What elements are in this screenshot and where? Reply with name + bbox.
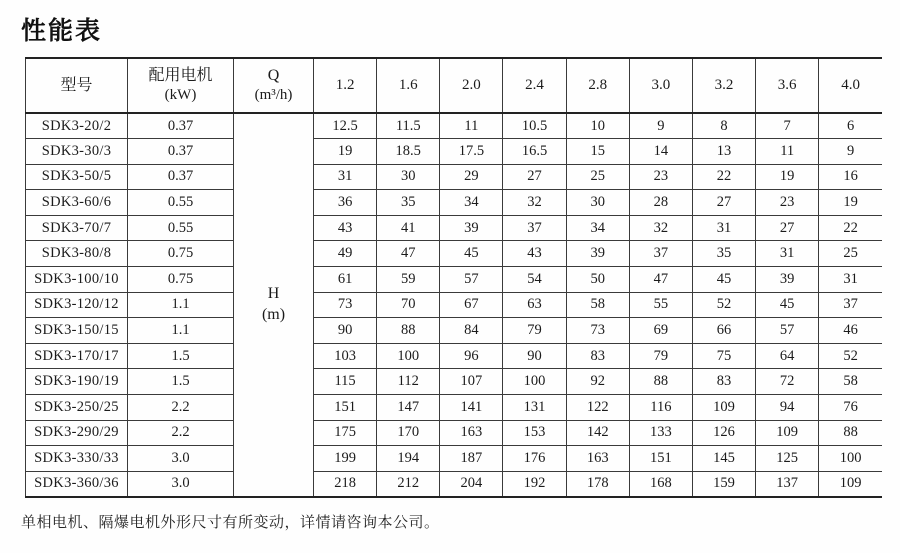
kw-cell: 0.37 bbox=[128, 113, 234, 139]
performance-table-wrap bbox=[25, 57, 882, 498]
head-value-cell: 34 bbox=[440, 190, 503, 216]
head-value-cell: 103 bbox=[314, 343, 377, 369]
head-value-cell: 112 bbox=[377, 369, 440, 395]
head-value-cell: 115 bbox=[314, 369, 377, 395]
model-cell: SDK3-190/19 bbox=[26, 369, 128, 395]
model-cell: SDK3-170/17 bbox=[26, 343, 128, 369]
head-value-cell: 88 bbox=[377, 318, 440, 344]
model-cell: SDK3-70/7 bbox=[26, 215, 128, 241]
col-header-flow-label: Q bbox=[267, 67, 280, 85]
head-value-cell: 39 bbox=[440, 215, 503, 241]
head-value-cell: 9 bbox=[819, 139, 882, 165]
head-value-cell: 35 bbox=[692, 241, 755, 267]
head-value-cell: 145 bbox=[692, 446, 755, 472]
head-value-cell: 34 bbox=[566, 215, 629, 241]
head-value-cell: 69 bbox=[629, 318, 692, 344]
table-row bbox=[26, 267, 883, 293]
head-value-cell: 116 bbox=[629, 395, 692, 421]
model-cell: SDK3-20/2 bbox=[26, 113, 128, 139]
head-value-cell: 6 bbox=[819, 113, 882, 139]
head-value-cell: 75 bbox=[692, 343, 755, 369]
head-value-cell: 39 bbox=[756, 267, 819, 293]
model-cell: SDK3-290/29 bbox=[26, 420, 128, 446]
head-value-cell: 25 bbox=[566, 164, 629, 190]
head-value-cell: 22 bbox=[819, 215, 882, 241]
model-cell: SDK3-150/15 bbox=[26, 318, 128, 344]
head-value-cell: 90 bbox=[314, 318, 377, 344]
table-row bbox=[26, 395, 883, 421]
head-value-cell: 122 bbox=[566, 395, 629, 421]
kw-cell: 2.2 bbox=[128, 420, 234, 446]
head-value-cell: 47 bbox=[629, 267, 692, 293]
head-value-cell: 57 bbox=[440, 267, 503, 293]
head-value-cell: 88 bbox=[629, 369, 692, 395]
head-value-cell: 133 bbox=[629, 420, 692, 446]
head-value-cell: 131 bbox=[503, 395, 566, 421]
head-value-cell: 43 bbox=[314, 215, 377, 241]
head-value-cell: 73 bbox=[314, 292, 377, 318]
head-value-cell: 147 bbox=[377, 395, 440, 421]
head-value-cell: 170 bbox=[377, 420, 440, 446]
kw-cell: 1.5 bbox=[128, 369, 234, 395]
head-value-cell: 163 bbox=[440, 420, 503, 446]
head-value-cell: 31 bbox=[314, 164, 377, 190]
kw-cell: 0.75 bbox=[128, 241, 234, 267]
head-value-cell: 54 bbox=[503, 267, 566, 293]
head-value-cell: 159 bbox=[692, 471, 755, 497]
table-row bbox=[26, 190, 883, 216]
head-value-cell: 176 bbox=[503, 446, 566, 472]
head-value-cell: 151 bbox=[629, 446, 692, 472]
head-value-cell: 199 bbox=[314, 446, 377, 472]
h-unit-label: H bbox=[267, 285, 280, 303]
table-row bbox=[26, 343, 883, 369]
model-cell: SDK3-100/10 bbox=[26, 267, 128, 293]
h-unit-unit: (m) bbox=[261, 305, 286, 323]
head-value-cell: 15 bbox=[566, 139, 629, 165]
flow-value-header: 2.8 bbox=[566, 58, 629, 113]
head-value-cell: 59 bbox=[377, 267, 440, 293]
head-value-cell: 45 bbox=[756, 292, 819, 318]
table-row bbox=[26, 241, 883, 267]
model-cell: SDK3-330/33 bbox=[26, 446, 128, 472]
head-value-cell: 94 bbox=[756, 395, 819, 421]
head-value-cell: 19 bbox=[314, 139, 377, 165]
head-value-cell: 27 bbox=[756, 215, 819, 241]
head-value-cell: 27 bbox=[503, 164, 566, 190]
head-value-cell: 10 bbox=[566, 113, 629, 139]
head-value-cell: 100 bbox=[819, 446, 882, 472]
head-value-cell: 212 bbox=[377, 471, 440, 497]
head-value-cell: 50 bbox=[566, 267, 629, 293]
model-cell: SDK3-50/5 bbox=[26, 164, 128, 190]
head-value-cell: 55 bbox=[629, 292, 692, 318]
page-title: 性能表 bbox=[21, 17, 103, 45]
head-value-cell: 73 bbox=[566, 318, 629, 344]
head-value-cell: 30 bbox=[566, 190, 629, 216]
head-value-cell: 16.5 bbox=[503, 139, 566, 165]
head-value-cell: 23 bbox=[756, 190, 819, 216]
performance-table-header bbox=[26, 58, 883, 113]
head-value-cell: 29 bbox=[440, 164, 503, 190]
head-value-cell: 109 bbox=[819, 471, 882, 497]
head-value-cell: 43 bbox=[503, 241, 566, 267]
head-value-cell: 11 bbox=[440, 113, 503, 139]
head-value-cell: 49 bbox=[314, 241, 377, 267]
head-value-cell: 11.5 bbox=[377, 113, 440, 139]
header-row bbox=[26, 58, 883, 113]
head-value-cell: 175 bbox=[314, 420, 377, 446]
head-value-cell: 178 bbox=[566, 471, 629, 497]
head-value-cell: 8 bbox=[692, 113, 755, 139]
table-row bbox=[26, 420, 883, 446]
head-value-cell: 19 bbox=[756, 164, 819, 190]
head-value-cell: 17.5 bbox=[440, 139, 503, 165]
model-cell: SDK3-360/36 bbox=[26, 471, 128, 497]
kw-cell: 0.37 bbox=[128, 139, 234, 165]
head-value-cell: 10.5 bbox=[503, 113, 566, 139]
kw-cell: 3.0 bbox=[128, 471, 234, 497]
table-row bbox=[26, 113, 883, 139]
table-row bbox=[26, 215, 883, 241]
head-value-cell: 28 bbox=[629, 190, 692, 216]
performance-table-body bbox=[26, 113, 883, 497]
head-value-cell: 84 bbox=[440, 318, 503, 344]
table-row bbox=[26, 318, 883, 344]
head-value-cell: 88 bbox=[819, 420, 882, 446]
head-value-cell: 18.5 bbox=[377, 139, 440, 165]
head-value-cell: 100 bbox=[503, 369, 566, 395]
head-value-cell: 11 bbox=[756, 139, 819, 165]
head-value-cell: 83 bbox=[692, 369, 755, 395]
head-value-cell: 192 bbox=[503, 471, 566, 497]
head-value-cell: 163 bbox=[566, 446, 629, 472]
table-row bbox=[26, 292, 883, 318]
flow-value-header: 2.0 bbox=[440, 58, 503, 113]
kw-cell: 0.55 bbox=[128, 190, 234, 216]
head-value-cell: 63 bbox=[503, 292, 566, 318]
head-value-cell: 36 bbox=[314, 190, 377, 216]
head-value-cell: 37 bbox=[503, 215, 566, 241]
head-value-cell: 137 bbox=[756, 471, 819, 497]
head-value-cell: 218 bbox=[314, 471, 377, 497]
model-cell: SDK3-80/8 bbox=[26, 241, 128, 267]
head-value-cell: 57 bbox=[756, 318, 819, 344]
col-header-motor-label: 配用电机 bbox=[148, 67, 213, 85]
head-value-cell: 92 bbox=[566, 369, 629, 395]
head-value-cell: 22 bbox=[692, 164, 755, 190]
head-value-cell: 13 bbox=[692, 139, 755, 165]
table-row bbox=[26, 164, 883, 190]
head-value-cell: 45 bbox=[692, 267, 755, 293]
head-value-cell: 23 bbox=[629, 164, 692, 190]
head-value-cell: 168 bbox=[629, 471, 692, 497]
head-value-cell: 83 bbox=[566, 343, 629, 369]
head-value-cell: 27 bbox=[692, 190, 755, 216]
table-row bbox=[26, 139, 883, 165]
flow-value-header: 4.0 bbox=[819, 58, 882, 113]
flow-value-header: 1.6 bbox=[377, 58, 440, 113]
head-value-cell: 109 bbox=[756, 420, 819, 446]
flow-value-header: 1.2 bbox=[314, 58, 377, 113]
performance-table bbox=[25, 57, 882, 498]
col-header-motor-unit: (kW) bbox=[164, 87, 197, 104]
head-value-cell: 70 bbox=[377, 292, 440, 318]
head-value-cell: 109 bbox=[692, 395, 755, 421]
col-header-flow-unit: (m³/h) bbox=[254, 87, 293, 104]
model-cell: SDK3-250/25 bbox=[26, 395, 128, 421]
table-row bbox=[26, 471, 883, 497]
model-cell: SDK3-120/12 bbox=[26, 292, 128, 318]
footer-note: 单相电机、隔爆电机外形尺寸有所变动，详情请咨询本公司。 bbox=[21, 514, 440, 531]
model-cell: SDK3-30/3 bbox=[26, 139, 128, 165]
head-value-cell: 72 bbox=[756, 369, 819, 395]
kw-cell: 0.55 bbox=[128, 215, 234, 241]
head-value-cell: 79 bbox=[503, 318, 566, 344]
col-header-flow bbox=[234, 58, 314, 113]
head-value-cell: 46 bbox=[819, 318, 882, 344]
head-value-cell: 16 bbox=[819, 164, 882, 190]
head-value-cell: 126 bbox=[692, 420, 755, 446]
head-value-cell: 14 bbox=[629, 139, 692, 165]
table-row bbox=[26, 369, 883, 395]
head-value-cell: 76 bbox=[819, 395, 882, 421]
head-value-cell: 37 bbox=[819, 292, 882, 318]
head-value-cell: 32 bbox=[629, 215, 692, 241]
head-value-cell: 79 bbox=[629, 343, 692, 369]
head-value-cell: 100 bbox=[377, 343, 440, 369]
head-value-cell: 204 bbox=[440, 471, 503, 497]
kw-cell: 1.1 bbox=[128, 292, 234, 318]
head-value-cell: 12.5 bbox=[314, 113, 377, 139]
model-cell: SDK3-60/6 bbox=[26, 190, 128, 216]
head-value-cell: 25 bbox=[819, 241, 882, 267]
head-value-cell: 32 bbox=[503, 190, 566, 216]
head-value-cell: 9 bbox=[629, 113, 692, 139]
head-value-cell: 141 bbox=[440, 395, 503, 421]
h-unit-cell bbox=[234, 113, 314, 497]
head-value-cell: 58 bbox=[566, 292, 629, 318]
head-value-cell: 96 bbox=[440, 343, 503, 369]
flow-value-header: 3.0 bbox=[629, 58, 692, 113]
head-value-cell: 90 bbox=[503, 343, 566, 369]
flow-value-header: 3.6 bbox=[756, 58, 819, 113]
head-value-cell: 67 bbox=[440, 292, 503, 318]
head-value-cell: 142 bbox=[566, 420, 629, 446]
kw-cell: 0.37 bbox=[128, 164, 234, 190]
head-value-cell: 31 bbox=[756, 241, 819, 267]
col-header-model: 型号 bbox=[26, 58, 128, 113]
table-row bbox=[26, 446, 883, 472]
kw-cell: 1.1 bbox=[128, 318, 234, 344]
head-value-cell: 187 bbox=[440, 446, 503, 472]
head-value-cell: 19 bbox=[819, 190, 882, 216]
head-value-cell: 66 bbox=[692, 318, 755, 344]
head-value-cell: 47 bbox=[377, 241, 440, 267]
kw-cell: 1.5 bbox=[128, 343, 234, 369]
head-value-cell: 58 bbox=[819, 369, 882, 395]
head-value-cell: 45 bbox=[440, 241, 503, 267]
head-value-cell: 30 bbox=[377, 164, 440, 190]
head-value-cell: 7 bbox=[756, 113, 819, 139]
head-value-cell: 194 bbox=[377, 446, 440, 472]
head-value-cell: 39 bbox=[566, 241, 629, 267]
head-value-cell: 37 bbox=[629, 241, 692, 267]
head-value-cell: 52 bbox=[819, 343, 882, 369]
head-value-cell: 41 bbox=[377, 215, 440, 241]
head-value-cell: 64 bbox=[756, 343, 819, 369]
head-value-cell: 31 bbox=[692, 215, 755, 241]
kw-cell: 2.2 bbox=[128, 395, 234, 421]
head-value-cell: 35 bbox=[377, 190, 440, 216]
flow-value-header: 3.2 bbox=[692, 58, 755, 113]
head-value-cell: 151 bbox=[314, 395, 377, 421]
col-header-motor bbox=[128, 58, 234, 113]
head-value-cell: 125 bbox=[756, 446, 819, 472]
kw-cell: 3.0 bbox=[128, 446, 234, 472]
head-value-cell: 107 bbox=[440, 369, 503, 395]
head-value-cell: 61 bbox=[314, 267, 377, 293]
head-value-cell: 31 bbox=[819, 267, 882, 293]
kw-cell: 0.75 bbox=[128, 267, 234, 293]
head-value-cell: 52 bbox=[692, 292, 755, 318]
head-value-cell: 153 bbox=[503, 420, 566, 446]
flow-value-header: 2.4 bbox=[503, 58, 566, 113]
